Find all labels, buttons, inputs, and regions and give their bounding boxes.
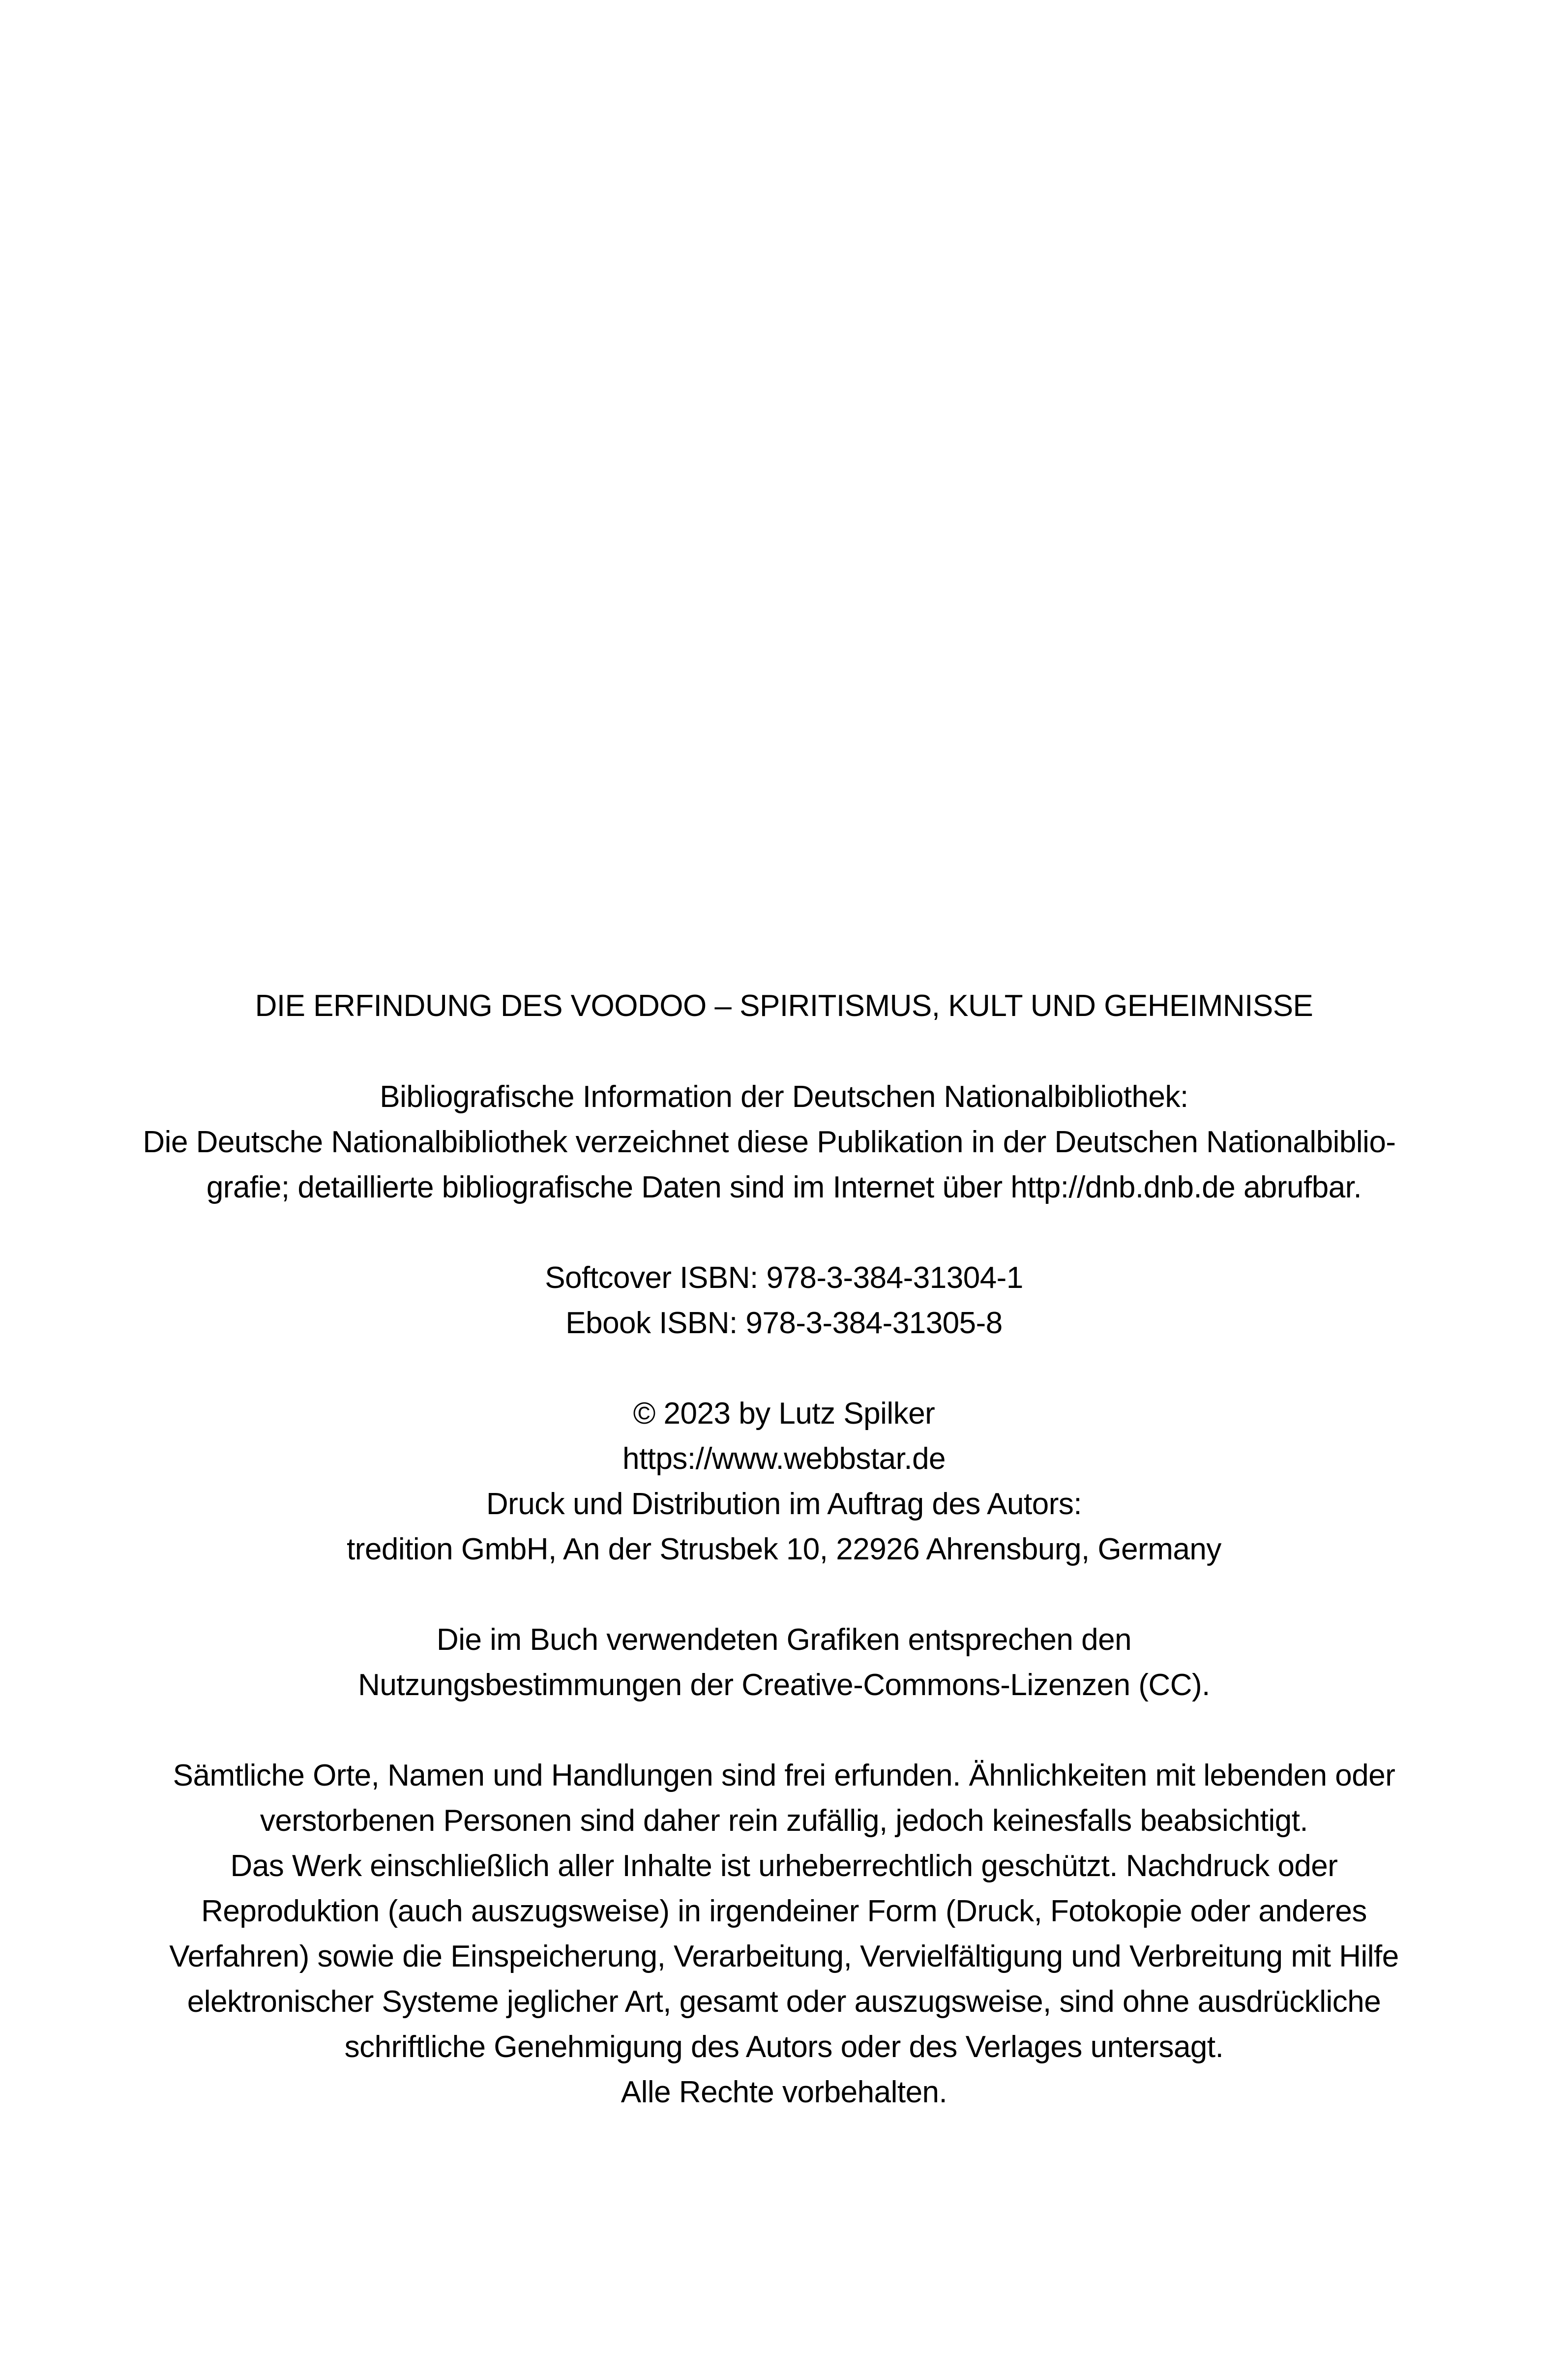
bibliographic-line-1: Die Deutsche Nationalbibliothek verzeichnet diese Publikation in der Deutschen Nationalbiblio-	[143, 1125, 1396, 1159]
isbn-ebook: Ebook ISBN: 978-3-384-31305-8	[565, 1306, 1003, 1340]
disclaimer-line: elektronischer Systeme jeglicher Art, gesamt oder auszugsweise, sind ohne ausdrückliche	[187, 1985, 1381, 2019]
publisher-address: tredition GmbH, An der Strusbek 10, 22926 Ahrensburg, Germany	[347, 1532, 1221, 1566]
rights-reserved: Alle Rechte vorbehalten.	[621, 2075, 947, 2109]
author-website: https://www.webbstar.de	[622, 1442, 946, 1476]
disclaimer-line: Das Werk einschließlich aller Inhalte ist urheberrechtlich geschützt. Nachdruck oder	[230, 1849, 1338, 1883]
distribution-line: Druck und Distribution im Auftrag des Autors:	[486, 1487, 1082, 1521]
bibliographic-heading: Bibliografische Information der Deutschen Nationalbibliothek:	[380, 1080, 1188, 1114]
book-title: DIE ERFINDUNG DES VOODOO – SPIRITISMUS, KULT UND GEHEIMNISSE	[255, 989, 1313, 1023]
bibliographic-line-2: grafie; detaillierte bibliografische Daten sind im Internet über http://dnb.dnb.de abrufbar.	[206, 1170, 1362, 1204]
copyright-line: © 2023 by Lutz Spilker	[633, 1397, 935, 1431]
disclaimer-line: Verfahren) sowie die Einspeicherung, Verarbeitung, Vervielfältigung und Verbreitung mit Hilfe	[169, 1940, 1399, 1973]
disclaimer-line: verstorbenen Personen sind daher rein zufällig, jedoch keinesfalls beabsichtigt.	[260, 1804, 1308, 1838]
disclaimer-line: schriftliche Genehmigung des Autors oder des Verlages untersagt.	[344, 2030, 1224, 2064]
isbn-softcover: Softcover ISBN: 978-3-384-31304-1	[545, 1261, 1023, 1295]
graphics-note-line-1: Die im Buch verwendeten Grafiken entsprechen den	[436, 1623, 1132, 1657]
disclaimer-line: Sämtliche Orte, Namen und Handlungen sind frei erfunden. Ähnlichkeiten mit lebenden oder	[173, 1759, 1395, 1792]
disclaimer-line: Reproduktion (auch auszugsweise) in irgendeiner Form (Druck, Fotokopie oder anderes	[201, 1894, 1367, 1928]
graphics-note-line-2: Nutzungsbestimmungen der Creative-Commons-Lizenzen (CC).	[358, 1668, 1210, 1702]
